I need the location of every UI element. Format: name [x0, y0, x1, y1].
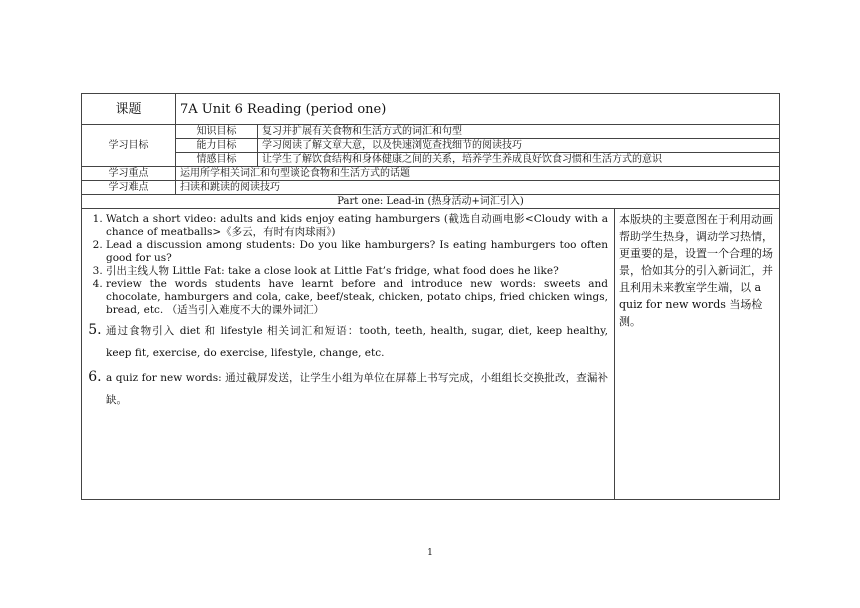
objective-type: 能力目标 — [176, 139, 258, 153]
lesson-title: 7A Unit 6 Reading (period one) — [176, 94, 780, 125]
objective-text: 学习阅读了解文章大意，以及快速浏览查找细节的阅读技巧 — [258, 139, 780, 153]
key-point-row — [82, 167, 780, 181]
objectives-label: 学习目标 — [82, 125, 176, 167]
objective-row-emotion — [82, 153, 780, 167]
list-item: 2. Lead a discussion among students: Do you like hamburgers? Is eating hamburgers too often good for us? — [106, 239, 608, 265]
objective-type: 知识目标 — [176, 125, 258, 139]
content-row — [82, 209, 780, 500]
difficulty-label: 学习难点 — [82, 181, 176, 195]
lesson-plan-table — [81, 93, 780, 500]
page-number: 1 — [427, 548, 433, 558]
key-point-label: 学习重点 — [82, 167, 176, 181]
list-item: 3. 引出主线人物 Little Fat: take a close look at Little Fat’s fridge, what food does he like? — [106, 265, 608, 278]
part-heading-row — [82, 195, 780, 209]
difficulty-text: 扫读和跳读的阅读技巧 — [176, 181, 780, 195]
list-item: 4. review the words students have learnt before and introduce new words: sweets and chocolate, hamburgers and cola, cake, beef/steak, chicken, potato chips, fried chicken wings, bread, etc. （适当引入难度不大的课外词汇） — [106, 278, 608, 317]
difficulty-row — [82, 181, 780, 195]
part-heading: Part one: Lead-in (热身活动+词汇引入) — [82, 195, 780, 209]
activity-steps-cell — [82, 209, 615, 500]
activity-steps-list — [88, 213, 608, 411]
list-item: 5. 通过食物引入 diet 和 lifestyle 相关词汇和短语：tooth, teeth, health, sugar, diet, keep healthy, keep fit, exercise, do exercise, lifestyle, change, etc. — [106, 319, 608, 364]
list-item: 1. Watch a short video: adults and kids enjoy eating hamburgers (截选自动画电影<Cloudy with a chance of meatballs>《多云，有时有肉球雨》) — [106, 213, 608, 239]
objective-row-ability — [82, 139, 780, 153]
objective-text: 让学生了解饮食结构和身体健康之间的关系，培养学生养成良好饮食习惯和生活方式的意识 — [258, 153, 780, 167]
key-point-text: 运用所学相关词汇和句型谈论食物和生活方式的话题 — [176, 167, 780, 181]
objective-row-knowledge — [82, 125, 780, 139]
objective-text: 复习并扩展有关食物和生活方式的词汇和句型 — [258, 125, 780, 139]
objective-type: 情感目标 — [176, 153, 258, 167]
side-note: 本版块的主要意图在于利用动画帮助学生热身，调动学习热情，更重要的是，设置一个合理的场景，恰如其分的引入新词汇，并且利用未来教室学生端，以 a quiz for new words 当场检测。 — [615, 209, 780, 500]
title-label: 课题 — [82, 94, 176, 125]
list-item: 6. a quiz for new words: 通过截屏发送，让学生小组为单位在屏幕上书写完成，小组组长交换批改，查漏补缺。 — [106, 366, 608, 411]
title-row — [82, 94, 780, 125]
